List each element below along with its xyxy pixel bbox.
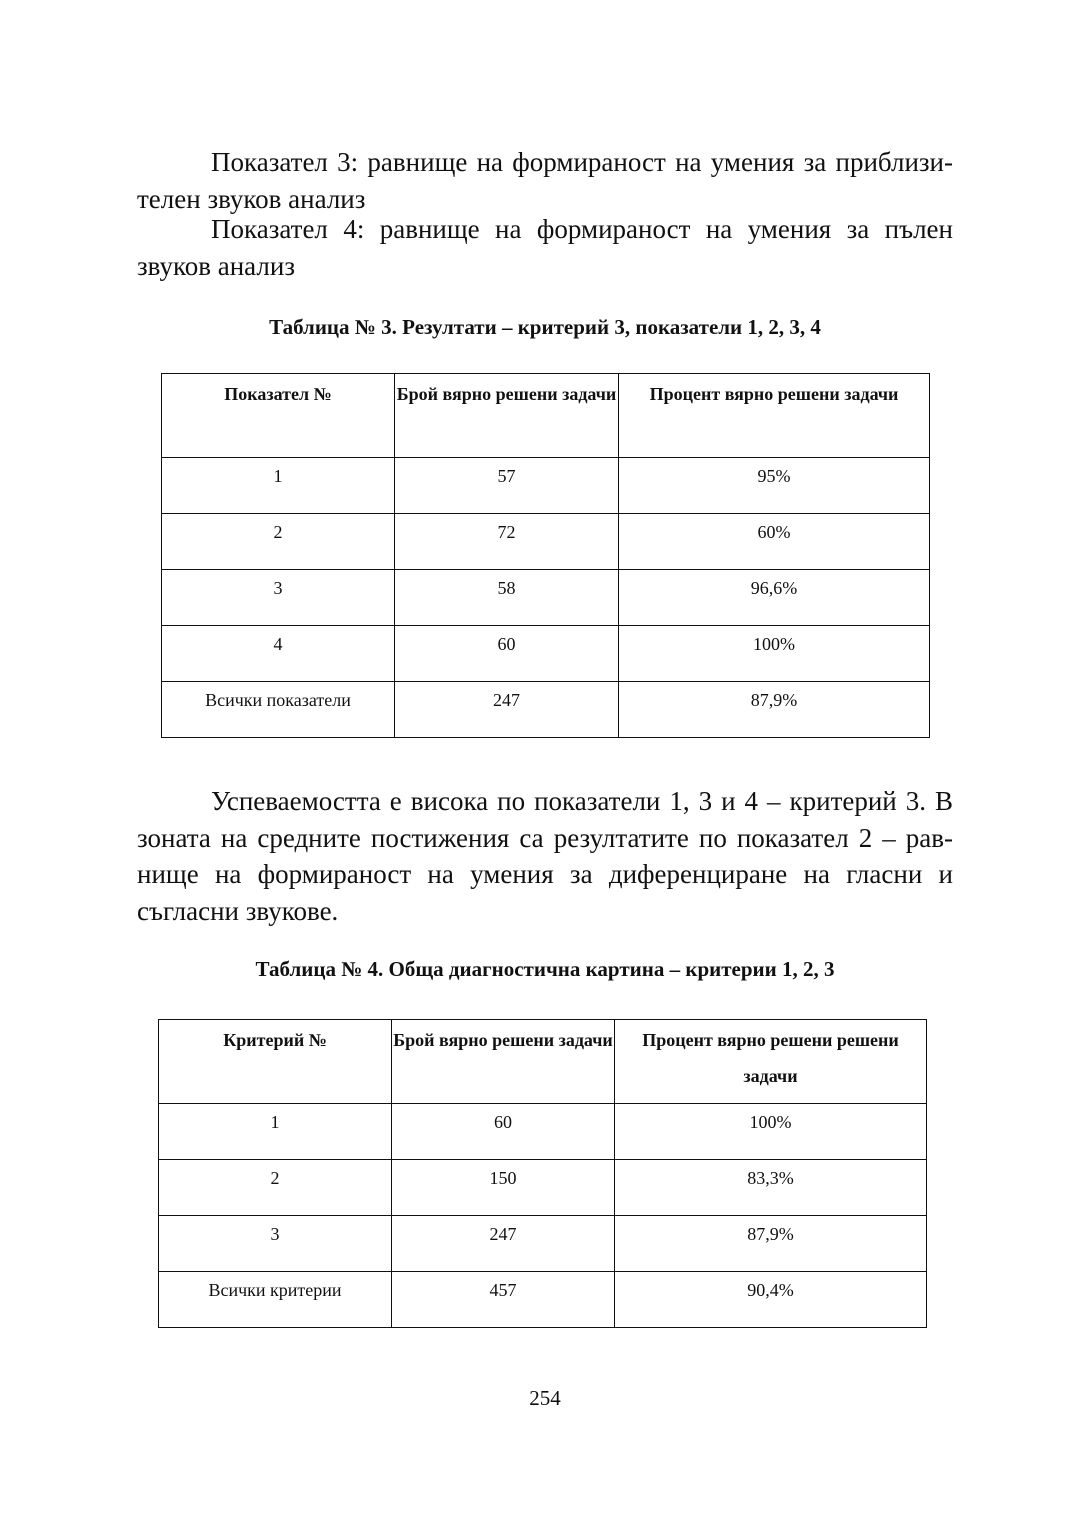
table-cell: Всички показатели [162, 682, 395, 738]
paragraph-conclusion: Успеваемостта е висока по показатели 1, 3 и 4 – критерий 3. В зоната на средните постижения са резултатите по показател 2 – рав- нище на формираност на умения за диференциране на гласни и съгласни звукове. [137, 786, 953, 926]
table-cell: 247 [395, 682, 619, 738]
table-cell: 96,6% [619, 570, 930, 626]
table-cell: 60 [392, 1104, 615, 1160]
header-cell: Показател № [162, 374, 395, 458]
table-cell: 150 [392, 1160, 615, 1216]
table-cell: 60 [395, 626, 619, 682]
table-row-total [159, 1272, 927, 1328]
header-cell: Критерий № [159, 1020, 392, 1104]
table-cell: 100% [619, 626, 930, 682]
table-cell: 247 [392, 1216, 615, 1272]
paragraph-indicator-3: Показател 3: равнище на формираност на умения за приблизи- телен звуков анализ [137, 147, 953, 214]
table-cell: 60% [619, 514, 930, 570]
header-cell: Процент вярно решени задачи [619, 374, 930, 458]
table-row-total [162, 682, 930, 738]
table-4-caption: Таблица № 4. Обща диагностична картина – критерии 1, 2, 3 [255, 957, 835, 981]
table-cell: 87,9% [615, 1216, 927, 1272]
table-cell: 83,3% [615, 1160, 927, 1216]
table-cell: 1 [162, 458, 395, 514]
header-cell: Процент вярно решени решени задачи [615, 1020, 927, 1104]
table-cell: 100% [615, 1104, 927, 1160]
table-cell: 3 [159, 1216, 392, 1272]
table-row [162, 458, 930, 514]
table-cell: 87,9% [619, 682, 930, 738]
paragraph-indicator-4: Показател 4: равнище на формираност на умения за пълен звуков анализ [137, 214, 953, 281]
table-header-row [162, 374, 930, 458]
table-row [159, 1104, 927, 1160]
table-cell: 90,4% [615, 1272, 927, 1328]
table-cell: Всички критерии [159, 1272, 392, 1328]
table-cell: 4 [162, 626, 395, 682]
table-cell: 3 [162, 570, 395, 626]
page-number: 254 [529, 1386, 561, 1410]
header-cell: Брой вярно решени задачи [395, 374, 619, 458]
table-cell: 95% [619, 458, 930, 514]
table-row [162, 514, 930, 570]
table-cell: 57 [395, 458, 619, 514]
table-cell: 72 [395, 514, 619, 570]
table-row [162, 570, 930, 626]
table-cell: 58 [395, 570, 619, 626]
table-row [159, 1216, 927, 1272]
table-header-row [159, 1020, 927, 1104]
table-cell: 2 [159, 1160, 392, 1216]
table-cell: 1 [159, 1104, 392, 1160]
table-3-results [161, 373, 930, 738]
table-row [159, 1160, 927, 1216]
table-4-overall [158, 1019, 927, 1328]
table-cell: 2 [162, 514, 395, 570]
table-cell: 457 [392, 1272, 615, 1328]
table-row [162, 626, 930, 682]
header-cell: Брой вярно решени задачи [392, 1020, 615, 1104]
table-3-caption: Таблица № 3. Резултати – критерий 3, показатели 1, 2, 3, 4 [269, 315, 821, 339]
